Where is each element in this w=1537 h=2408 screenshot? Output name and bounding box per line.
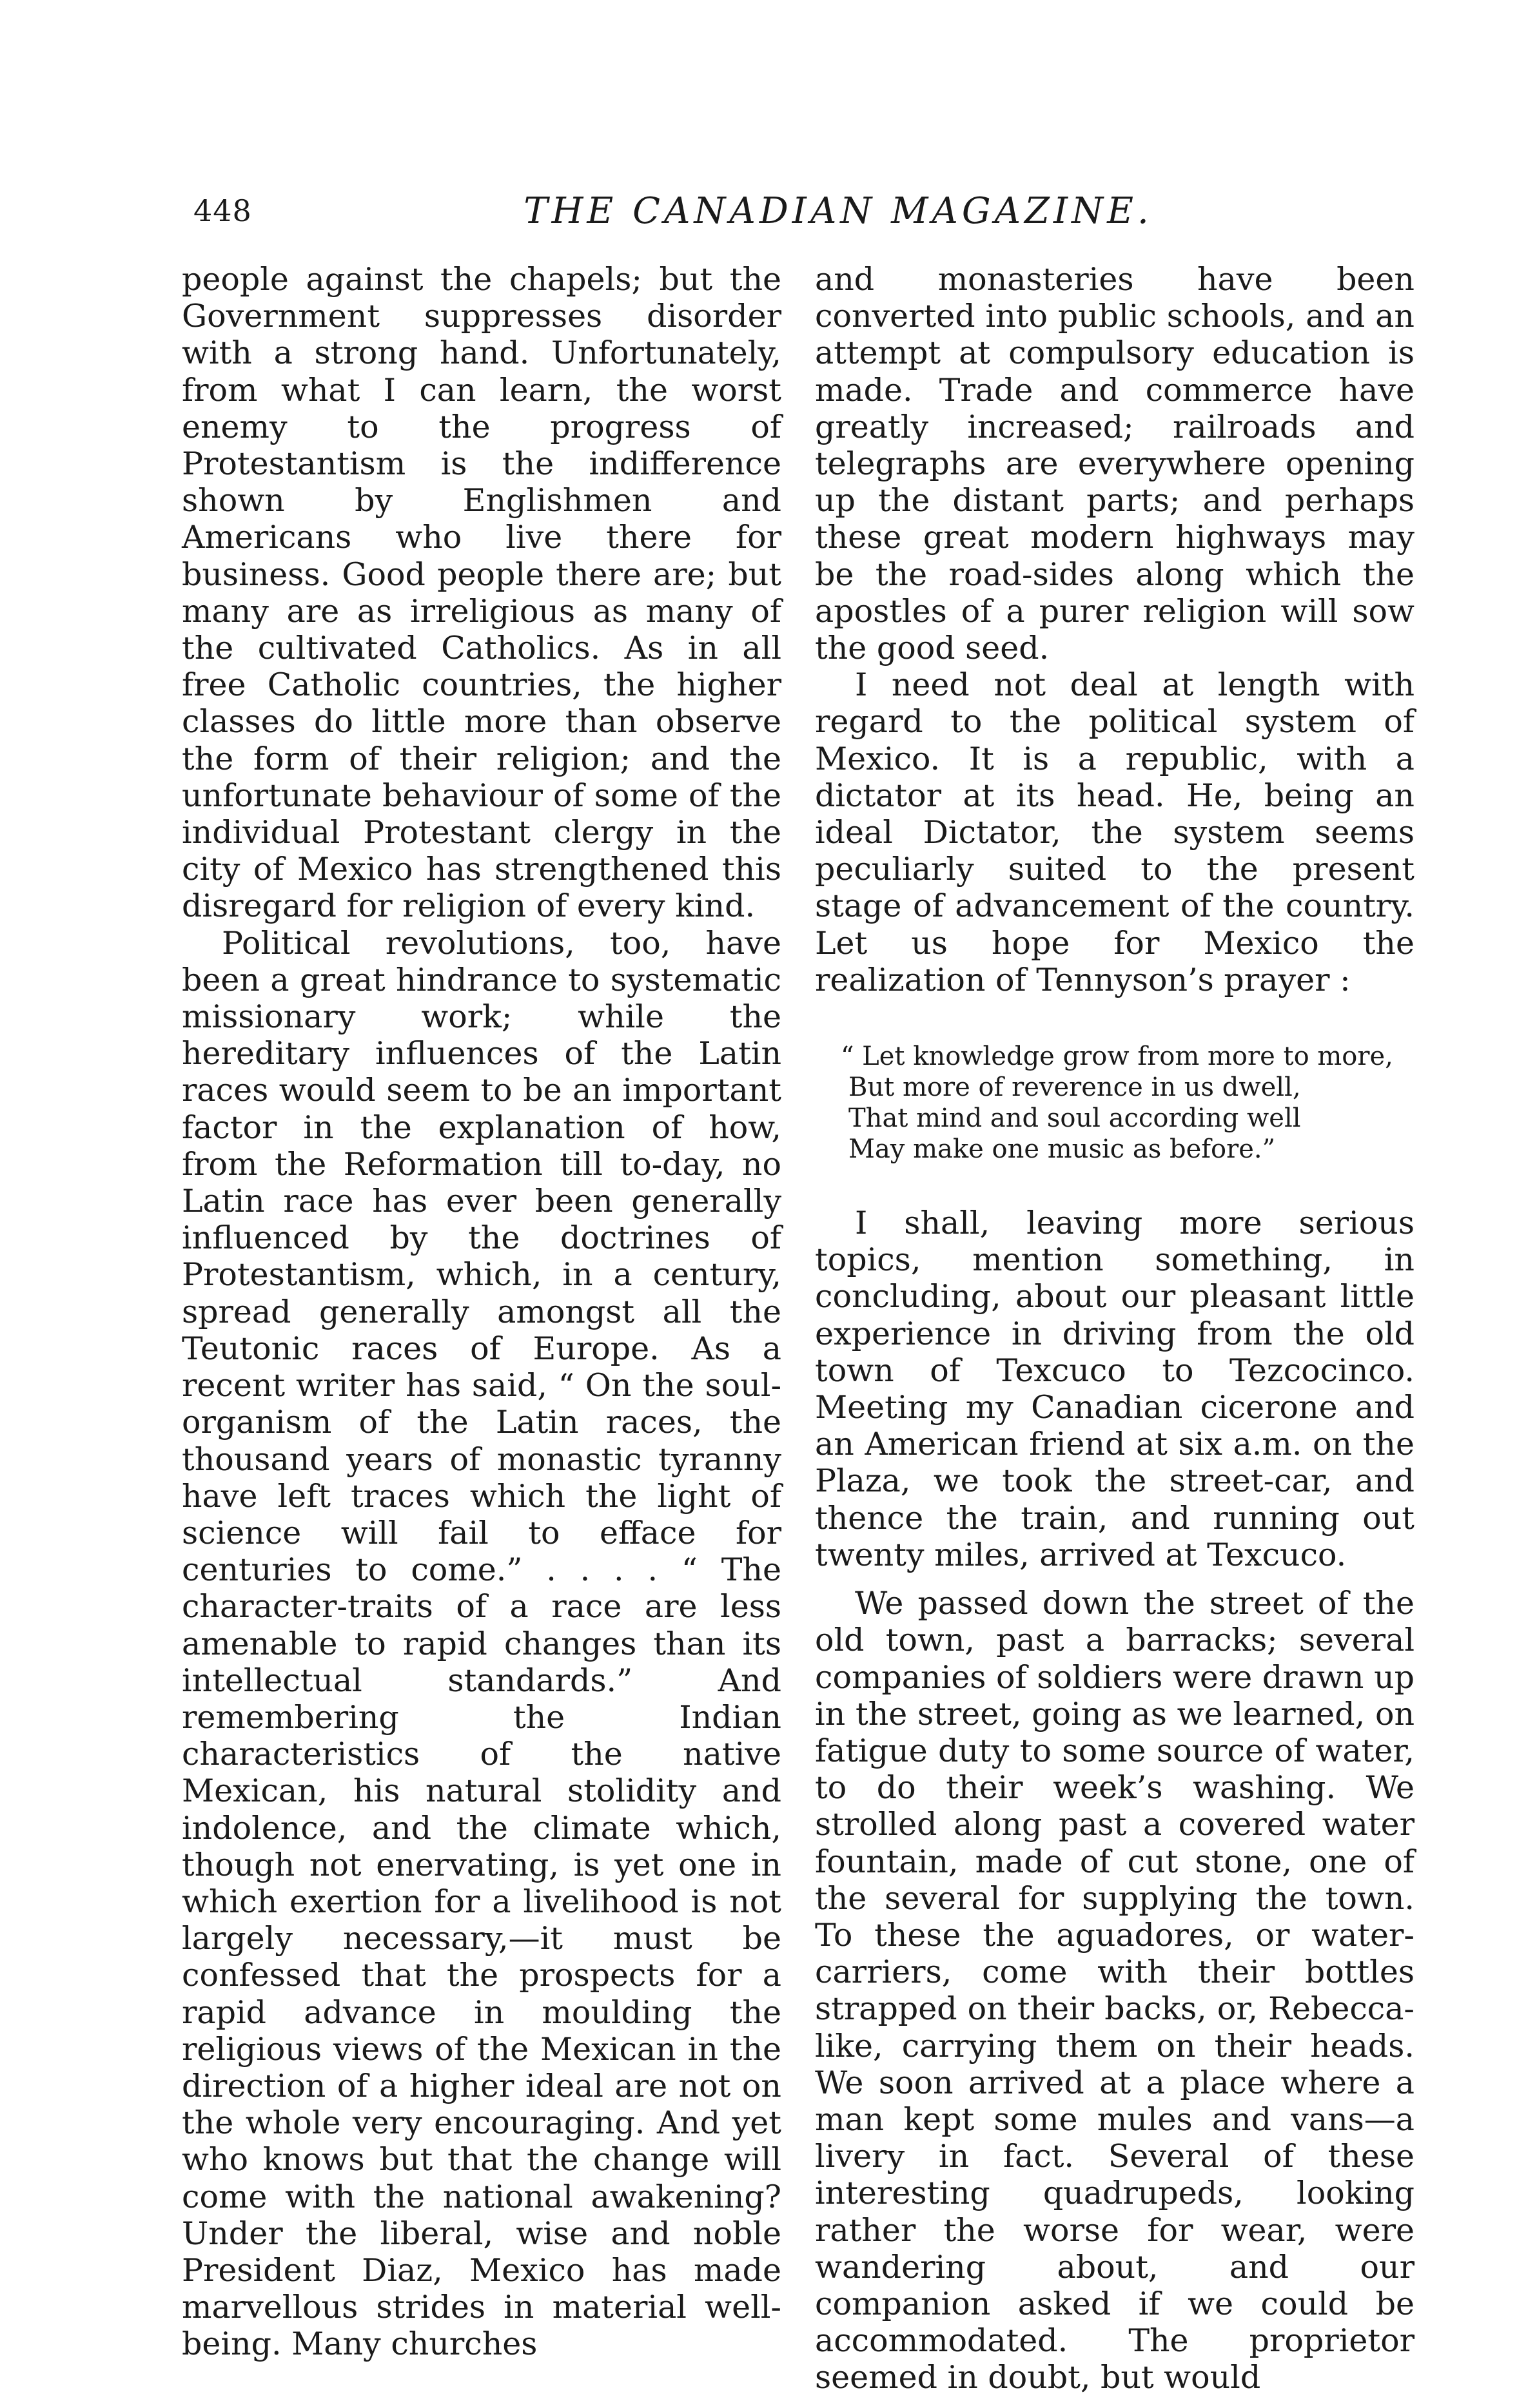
left-column <box>182 261 781 2363</box>
poem-line: But more of reverence in us dwell, <box>848 1073 1301 1103</box>
body-paragraph: We passed down the street of the old town, past a barracks; several companies of soldiers were drawn up in the street, going as we learned, on fatigue duty to some source of water, to do their week’s washing. We strolled along past a covered water fountain, made of cut stone, one of the several for supplying the town. To these the aguadores, or water-carriers, come with their bottles strapped on their backs, or, Rebecca-like, carrying them on their heads. We soon arrived at a place where a man kept some mules and vans—a livery in fact. Several of these interesting quadrupeds, looking rather the worse for wear, were wandering about, and our companion asked if we could be accommodated. The proprietor seemed in doubt, but would <box>815 1585 1415 2396</box>
poem-line: May make one music as before.” <box>848 1134 1276 1165</box>
body-paragraph: Political revolutions, too, have been a great hindrance to systematic missionary work; while the hereditary influences of the Latin races would seem to be an important factor in the explanation of how, from the Reformation till to-day, no Latin race has ever been generally influenced by the doctrines of Protestantism, which, in a century, spread generally amongst all the Teutonic races of Europe. As a recent writer has said, “ On the soul-organism of the Latin races, the thousand years of monastic tyranny have left traces which the light of science will fail to efface for centuries to come.” . . . . “ The character-traits of a race are less amenable to rapid changes than its intellectual standards.” And remembering the Indian characteristics of the native Mexican, his natural stolidity and indolence, and the climate which, though not enervating, is yet one in which exertion for a livelihood is not largely necessary,—it must be confessed that the prospects for a rapid advance in moulding the religious views of the Mexican in the direction of a higher ideal are not on the whole very encouraging. And yet who knows but that the change will come with the national awakening? Under the liberal, wise and noble President Diaz, Mexico has made marvellous strides in material well-being. Many churches <box>182 924 781 2363</box>
right-column <box>815 261 1415 2396</box>
body-paragraph: and monasteries have been converted into public schools, and an attempt at compulsory education is made. Trade and commerce have greatly increased; railroads and telegraphs are everywhere opening up the distant parts; and perhaps these great modern highways may be the road-sides along which the apostles of a purer religion will sow the good seed. <box>815 261 1415 667</box>
body-paragraph: people against the chapels; but the Government suppresses disorder with a strong hand. Unfortunately, from what I can learn, the worst enemy to the progress of Protestantism is the indifference shown by Englishmen and Americans who live there for business. Good people there are; but many are as irreligious as many of the cultivated Catholics. As in all free Catholic countries, the higher classes do little more than observe the form of their religion; and the unfortunate behaviour of some of the individual Protestant clergy in the city of Mexico has strengthened this disregard for religion of every kind. <box>182 261 781 925</box>
page-number: 448 <box>193 193 252 228</box>
body-paragraph: I need not deal at length with regard to the political system of Mexico. It is a republic, with a dictator at its head. He, being an ideal Dictator, the system seems peculiarly suited to the present stage of advancement of the country. Let us hope for Mexico the realization of Tennyson’s prayer : <box>815 666 1415 998</box>
running-title: THE CANADIAN MAGAZINE. <box>524 190 1153 232</box>
poem-quotation <box>815 1041 1415 1165</box>
body-paragraph: I shall, leaving more serious topics, mention something, in concluding, about our pleasant little experience in driving from the old town of Texcuco to Tezcocinco. Meeting my Canadian cicerone and an American friend at six a.m. on the Plaza, we took the street-car, and thence the train, and running out twenty miles, arrived at Texcuco. <box>815 1205 1415 1573</box>
poem-line: “ Let knowledge grow from more to more, <box>841 1042 1393 1072</box>
poem-line: That mind and soul according well <box>848 1103 1301 1134</box>
